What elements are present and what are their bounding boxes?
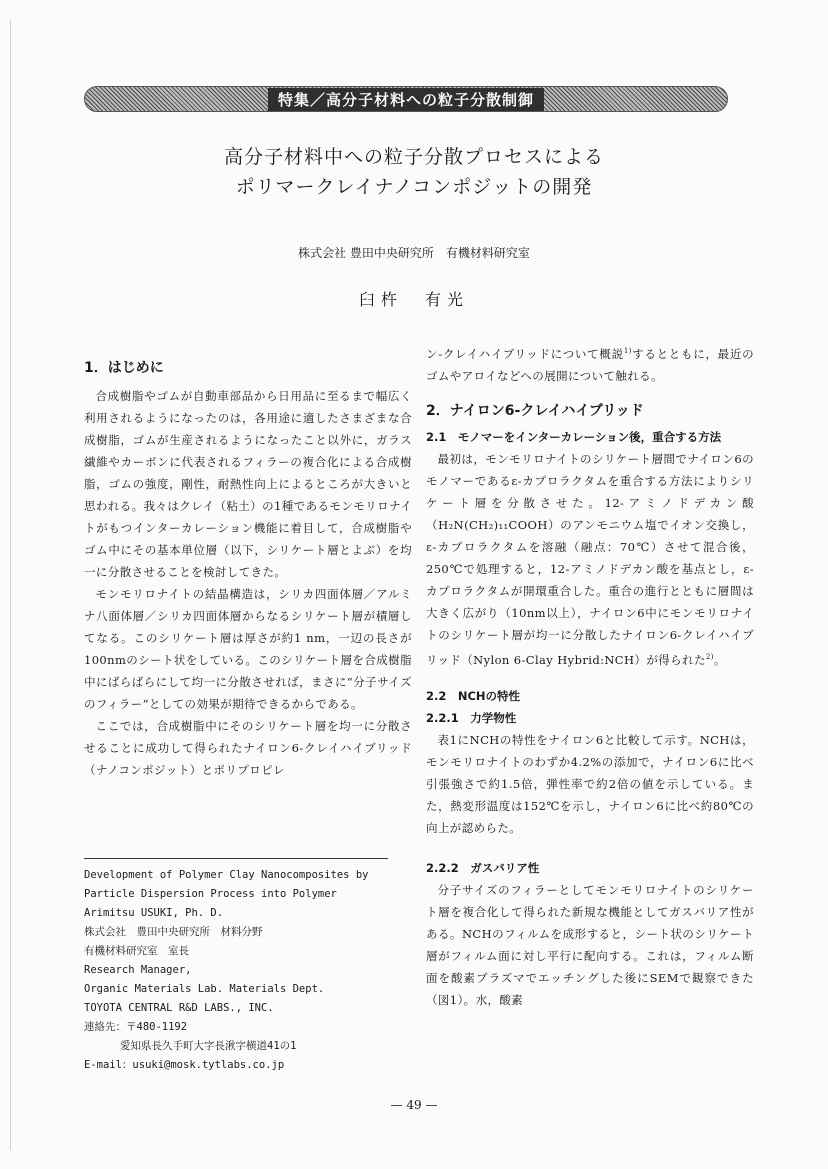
footnote-line: Particle Dispersion Process into Polymer xyxy=(84,888,337,900)
section-2-2-1-paragraph: 表1にNCHの特性をナイロン6と比較して示す。NCHは，モンモリロナイトのわずか4.2%の添加で，ナイロン6に比べ引張強さで約1.5倍，弾性率で約2倍の値を示している。また，熱変形温度は152℃を示し，ナイロン6に比べ約80℃の向上が認めらた。 xyxy=(426,733,754,835)
section-2-2-1-heading: 2.2.1 力学物性 xyxy=(426,711,517,725)
right-column xyxy=(426,340,754,1011)
section-1-paragraph-2: モンモリロナイトの結晶構造は，シリカ四面体層／アルミナ八面体層／シリカ四面体層からなるシリケート層が積層してなる。このシリケート層は厚さが約1 nm，一辺の長さが100nmのシート状をしている。このシリケート層を合成樹脂中にばらばらにして均一に分散させれば，まさに“分子サイズのフィラー”としての効果が期待できるからである。 xyxy=(84,587,412,711)
reference-mark-1: 1) xyxy=(623,347,632,355)
section-2-2-2-heading: 2.2.2 ガスバリア性 xyxy=(426,861,540,875)
section-1-continuation xyxy=(426,340,754,387)
author-footnote xyxy=(84,866,404,1075)
section-1-paragraph-3: ここでは，合成樹脂中にそのシリケート層を均一に分散させることに成功して得られたナイロン6-クレイハイブリッド（ナノコンポジット）とポリプロピレ xyxy=(84,719,412,777)
continuation-text-b: するとともに，最近のゴムやアロイなどへの展開について触れる。 xyxy=(426,347,754,383)
affiliation: 株式会社 豊田中央研究所 有機材料研究室 xyxy=(298,246,530,260)
banner-text: 特集／高分子材料への粒子分散制御 xyxy=(268,88,544,111)
footnote-line: Development of Polymer Clay Nanocomposites by xyxy=(84,869,369,881)
section-2-1-text: 最初は，モンモリロナイトのシリケート層間でナイロン6のモノマーであるε-カプロラクタムを重合する方法によりシリケート層を分散させた。12-アミノドデカン酸（H₂N(CH₂)₁₁COOH）のアンモニウム塩でイオン交換し，ε-カプロラクタムを溶融（融点：70℃）させて混合後，250℃で処理すると，12-アミノドデカン酸を基点とし，ε-カプロラクタムが開環重合した。重合の進行とともに層間は大きく広がり（10nm以上），ナイロン6中にモンモリロナイトのシリケート層が均一に分散したナイロン6-クレイハイブリッド（Nylon 6-Clay Hybrid:NCH）が得られた xyxy=(426,452,754,667)
title-line-1: 高分子材料中への粒子分散プロセスによる xyxy=(223,146,604,168)
footnote-line: Research Manager, xyxy=(84,964,192,976)
section-2-1-heading: 2.1 モノマーをインターカレーション後，重合する方法 xyxy=(426,430,722,444)
footnote-rule xyxy=(84,858,388,859)
reference-mark-2: 2) xyxy=(705,653,714,661)
footnote-line: Organic Materials Lab. Materials Dept. xyxy=(84,983,325,995)
continuation-text-a: ン-クレイハイブリッドについて概説 xyxy=(426,347,624,361)
footnote-line: Arimitsu USUKI, Ph. D. xyxy=(84,907,224,919)
section-2-1-end: 。 xyxy=(713,653,726,667)
section-2-2-2-paragraph: 分子サイズのフィラーとしてモンモリロナイトのシリケート層を複合化して得られた新規な機能としてガスバリア性がある。NCHのフィルムを成形すると，シート状のシリケート層がフィルム面に対し平行に配向する。これは，フィルム断面を酸素プラズマでエッチングした後にSEMで観察できた（図1）。水，酸素 xyxy=(426,883,754,1007)
left-column xyxy=(84,340,412,781)
page-number: — 49 — xyxy=(390,1098,438,1112)
section-1-heading: 1．はじめに xyxy=(84,360,164,376)
footnote-line: 連絡先：〒480-1192 xyxy=(84,1021,188,1033)
section-2-heading: 2．ナイロン6-クレイハイブリッド xyxy=(426,403,644,419)
title-line-2: ポリマークレイナノコンポジットの開発 xyxy=(235,176,593,198)
footnote-line: 有機材料研究室 室長 xyxy=(84,945,189,957)
footnote-email: E-mail：usuki@mosk.tytlabs.co.jp xyxy=(84,1059,285,1071)
section-2-1-paragraph xyxy=(426,448,754,671)
footnote-line: 株式会社 豊田中央研究所 材料分野 xyxy=(84,926,263,938)
section-2-2-heading: 2.2 NCHの特性 xyxy=(426,689,521,703)
series-banner xyxy=(84,86,728,112)
section-1-paragraph-1: 合成樹脂やゴムが自動車部品から日用品に至るまで幅広く利用されるようになったのは，各用途に適したさまざまな合成樹脂，ゴムが生産されるようになったこと以外に，ガラス繊維やカーボンに代表されるフィラーの複合化による合成樹脂，ゴムの強度，剛性，耐熱性向上によるところが大きいと思われる。我々はクレイ（粘土）の1種であるモンモリロナイトがもつインターカレーション機能に着目して，合成樹脂やゴム中にその基本単位層（以下，シリケート層とよぶ）を均一に分散させることを検討してきた。 xyxy=(84,389,412,579)
author: 臼杵 有光 xyxy=(358,290,469,309)
footnote-line: 愛知県長久手町大字長湫字横道41の1 xyxy=(120,1040,297,1052)
footnote-line: TOYOTA CENTRAL R&D LABS., INC. xyxy=(84,1002,274,1014)
